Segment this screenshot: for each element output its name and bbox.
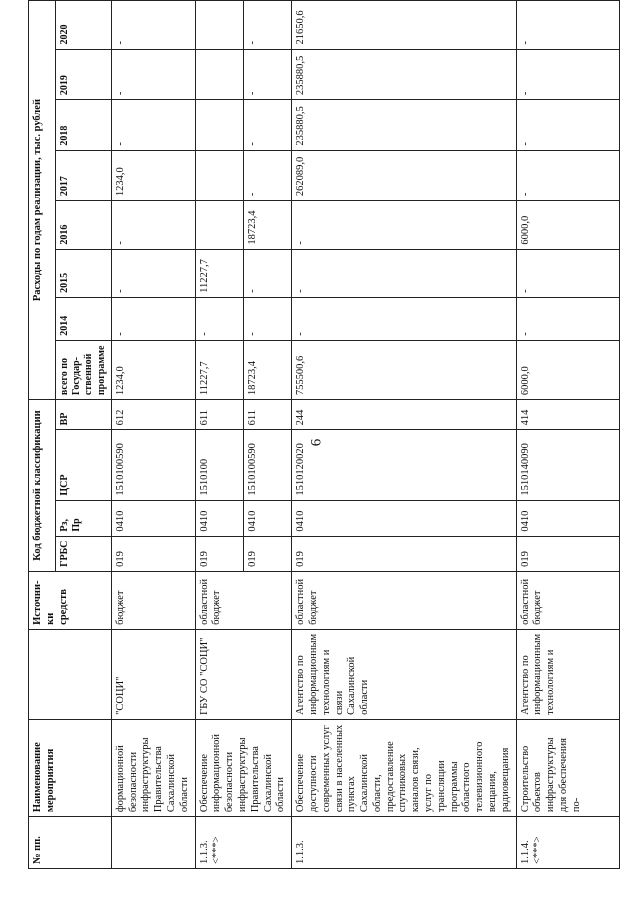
row-year-value: 11227,7 — [195, 249, 243, 297]
year-header: 2014 — [56, 297, 112, 340]
row-grbs: 019 — [292, 536, 517, 571]
table-row — [195, 1, 243, 869]
row-rzpr: 0410 — [292, 500, 517, 536]
row-rzpr: 0410 — [516, 500, 619, 536]
row-num — [111, 817, 195, 869]
year-header: 2015 — [56, 249, 112, 297]
row-rzpr: 0410 — [195, 500, 243, 536]
row-grbs: 019 — [195, 536, 243, 571]
col-source-header: Источни-ки средств — [29, 571, 112, 629]
row-year-value: - — [516, 1, 619, 50]
row-year-value: - — [243, 1, 291, 50]
row-csr: 1510100 — [195, 430, 243, 500]
row-year-value: - — [195, 297, 243, 340]
row-total: 1234,0 — [111, 340, 195, 399]
row-name: формационной безопасности инфраструктуры Правительства Сахалинской области — [111, 719, 195, 816]
row-vr: 414 — [516, 400, 619, 430]
table-row — [111, 1, 195, 869]
row-rzpr: 0410 — [243, 500, 291, 536]
row-num: 1.1.3. <***> — [195, 817, 292, 869]
total-header: всего по Государ-ственной программе — [56, 340, 112, 399]
row-name: Строительство объектов инфраструктуры для обеспечения по- — [516, 719, 619, 816]
row-year-value: 1234,0 — [111, 150, 195, 201]
row-vr: 612 — [111, 400, 195, 430]
page-number: 6 — [308, 438, 325, 447]
year-header: 2017 — [56, 150, 112, 201]
program-table — [28, 0, 620, 869]
row-year-value: - — [516, 150, 619, 201]
row-num: 1.1.4. <***> — [516, 817, 619, 869]
row-year-value — [195, 1, 243, 50]
row-year-value: - — [111, 249, 195, 297]
row-year-value: - — [111, 297, 195, 340]
row-year-value: - — [111, 100, 195, 151]
row-csr: 1510100590 — [111, 430, 195, 500]
row-year-value: - — [516, 297, 619, 340]
row-year-value: - — [243, 150, 291, 201]
row-year-value: - — [292, 249, 517, 297]
row-year-value — [195, 201, 243, 249]
row-source: областной бюджет — [292, 571, 517, 629]
row-year-value: 262089,0 — [292, 150, 517, 201]
row-exec: Агентство по информационным технологиям и — [516, 629, 619, 719]
row-year-value: - — [243, 249, 291, 297]
row-csr: 1510120020 — [292, 430, 517, 500]
row-year-value: - — [243, 297, 291, 340]
year-header: 2019 — [56, 49, 112, 100]
row-name: Обеспечение информационной безопасности инфраструктуры Правительства Сахалинской области — [195, 719, 292, 816]
row-grbs: 019 — [243, 536, 291, 571]
row-year-value: - — [243, 49, 291, 100]
row-year-value: - — [516, 49, 619, 100]
row-total: 11227,7 — [195, 340, 243, 399]
row-exec: ГБУ СО "СОЦИ" — [195, 629, 292, 719]
row-source: областной бюджет — [516, 571, 619, 629]
header-row-groups — [29, 1, 56, 869]
csr-header: ЦСР — [56, 430, 112, 500]
row-total: 6000,0 — [516, 340, 619, 399]
row-year-value: 18723,4 — [243, 201, 291, 249]
row-year-value: 235880,5 — [292, 100, 517, 151]
row-year-value — [195, 49, 243, 100]
row-exec: "СОЦИ" — [111, 629, 195, 719]
row-source: бюджет — [111, 571, 195, 629]
budget-code-group-header: Код бюджетной классификации — [29, 400, 56, 572]
col-name-header: Наименование мероприятия — [29, 719, 112, 816]
row-year-value: - — [111, 1, 195, 50]
row-num: 1.1.3. — [292, 817, 517, 869]
row-year-value: - — [516, 100, 619, 151]
expenses-group-header: Расходы по годам реализации, тыс. рублей — [29, 1, 56, 400]
col-exec-header — [29, 629, 112, 719]
row-year-value: - — [243, 100, 291, 151]
row-year-value: 21650,6 — [292, 1, 517, 50]
row-year-value: 235880,5 — [292, 49, 517, 100]
table-row — [292, 1, 517, 869]
row-year-value: - — [292, 201, 517, 249]
vr-header: ВР — [56, 400, 112, 430]
row-csr: 1510140090 — [516, 430, 619, 500]
row-year-value — [195, 150, 243, 201]
row-name: Обеспечение доступности современных услуг связи в населенных пунктах Сахалинской области, предоставление спутниковых каналов связи, услуг по трансляции программы областного телевизионного вещания, радиовещания — [292, 719, 517, 816]
row-year-value: - — [111, 201, 195, 249]
row-grbs: 019 — [111, 536, 195, 571]
year-header: 2020 — [56, 1, 112, 50]
table-row — [516, 1, 619, 869]
year-header: 2016 — [56, 201, 112, 249]
rzpr-header: Рз, Пр — [56, 500, 112, 536]
row-year-value: - — [516, 249, 619, 297]
row-rzpr: 0410 — [111, 500, 195, 536]
row-source: областной бюджет — [195, 571, 292, 629]
row-year-value: - — [111, 49, 195, 100]
grbs-header: ГРБС — [56, 536, 112, 571]
col-num-header: № пп. — [29, 817, 112, 869]
row-vr: 611 — [243, 400, 291, 430]
row-vr: 244 — [292, 400, 517, 430]
row-exec: Агентство по информационным технологиям и связи Сахалинской области — [292, 629, 517, 719]
row-total: 755500,6 — [292, 340, 517, 399]
row-year-value: - — [292, 297, 517, 340]
row-year-value: 6000,0 — [516, 201, 619, 249]
row-year-value — [195, 100, 243, 151]
row-grbs: 019 — [516, 536, 619, 571]
row-csr: 1510100590 — [243, 430, 291, 500]
year-header: 2018 — [56, 100, 112, 151]
row-vr: 611 — [195, 400, 243, 430]
row-total: 18723,4 — [243, 340, 291, 399]
